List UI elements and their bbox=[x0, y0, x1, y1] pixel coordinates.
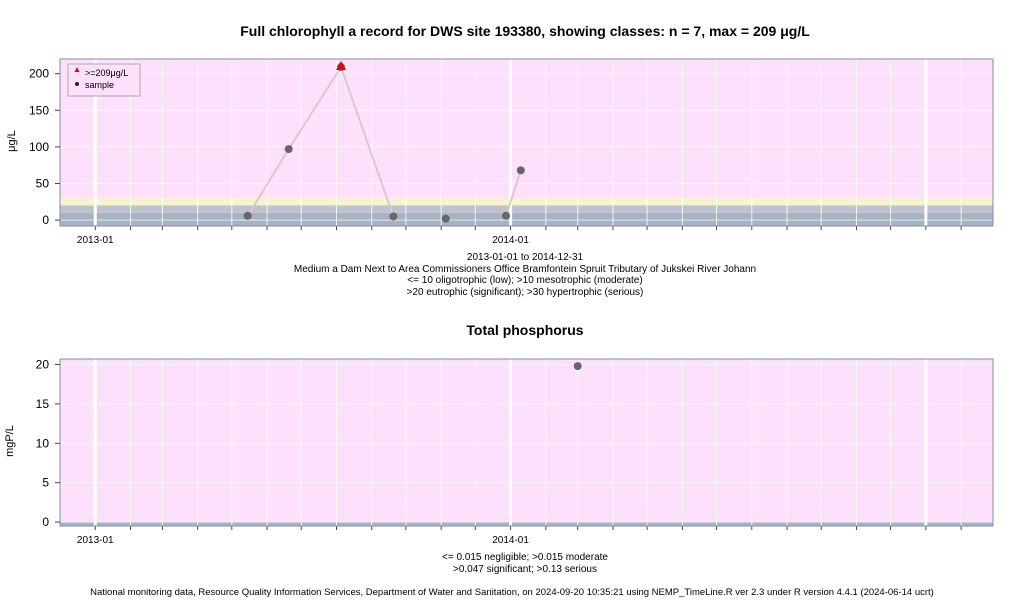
phosphorus-chart-title: Total phosphorus bbox=[466, 322, 584, 338]
chlorophyll-caption-classes-high: >20 eutrophic (significant); >30 hypertrophic (serious) bbox=[406, 286, 644, 298]
x-tick-label: 2014-01 bbox=[492, 235, 529, 246]
y-tick-label: 0 bbox=[42, 515, 49, 530]
chlorophyll-y-axis-label: μg/L bbox=[6, 130, 18, 152]
y-tick-label: 20 bbox=[35, 357, 49, 372]
y-tick-label: 5 bbox=[42, 475, 49, 490]
phosphorus-caption-classes-high: >0.047 significant; >0.13 serious bbox=[453, 563, 597, 575]
legend-label-sample: sample bbox=[85, 80, 115, 90]
phosphorus-caption-classes-low: <= 0.015 negligible; >0.015 moderate bbox=[442, 552, 608, 563]
y-tick-label: 150 bbox=[28, 103, 49, 118]
phosphorus-chart-caption bbox=[0, 552, 1024, 575]
x-tick-label: 2013-01 bbox=[76, 535, 114, 546]
y-tick-label: 15 bbox=[35, 396, 49, 411]
y-tick-label: 0 bbox=[42, 213, 49, 228]
y-tick-label: 100 bbox=[28, 139, 49, 154]
x-tick-label: 2013-01 bbox=[76, 235, 114, 246]
y-tick-label: 10 bbox=[35, 436, 49, 451]
chlorophyll-chart-title: Full chlorophyll a record for DWS site 193380, showing classes: n = 7, max = 209 μg/L bbox=[240, 23, 810, 39]
y-tick-label: 50 bbox=[35, 176, 49, 191]
chlorophyll-caption-date-range: 2013-01-01 to 2014-12-31 bbox=[466, 252, 584, 263]
x-tick-label: 2014-01 bbox=[492, 535, 529, 546]
phosphorus-y-axis-label: mgP/L bbox=[4, 425, 16, 457]
footer-attribution: National monitoring data, Resource Quality Information Services, Department of Water and Sanitation, on 2024-09-20 10:35:21 using NEMP_TimeLine.R ver 2.3 under R version 4.4.1 (2024-06-14 ucrt) bbox=[90, 587, 934, 598]
chlorophyll-caption-site: Medium a Dam Next to Area Commissioners Office Bramfontein Spruit Tributary of Jukskei River Johann bbox=[293, 263, 757, 275]
plot-background bbox=[60, 359, 993, 526]
y-tick-label: 200 bbox=[28, 66, 49, 81]
sample-point bbox=[574, 362, 582, 370]
legend-label-max: >=209μg/L bbox=[85, 68, 129, 78]
chlorophyll-caption-classes-low: <= 10 oligotrophic (low); >10 mesotrophic (moderate) bbox=[407, 275, 643, 286]
